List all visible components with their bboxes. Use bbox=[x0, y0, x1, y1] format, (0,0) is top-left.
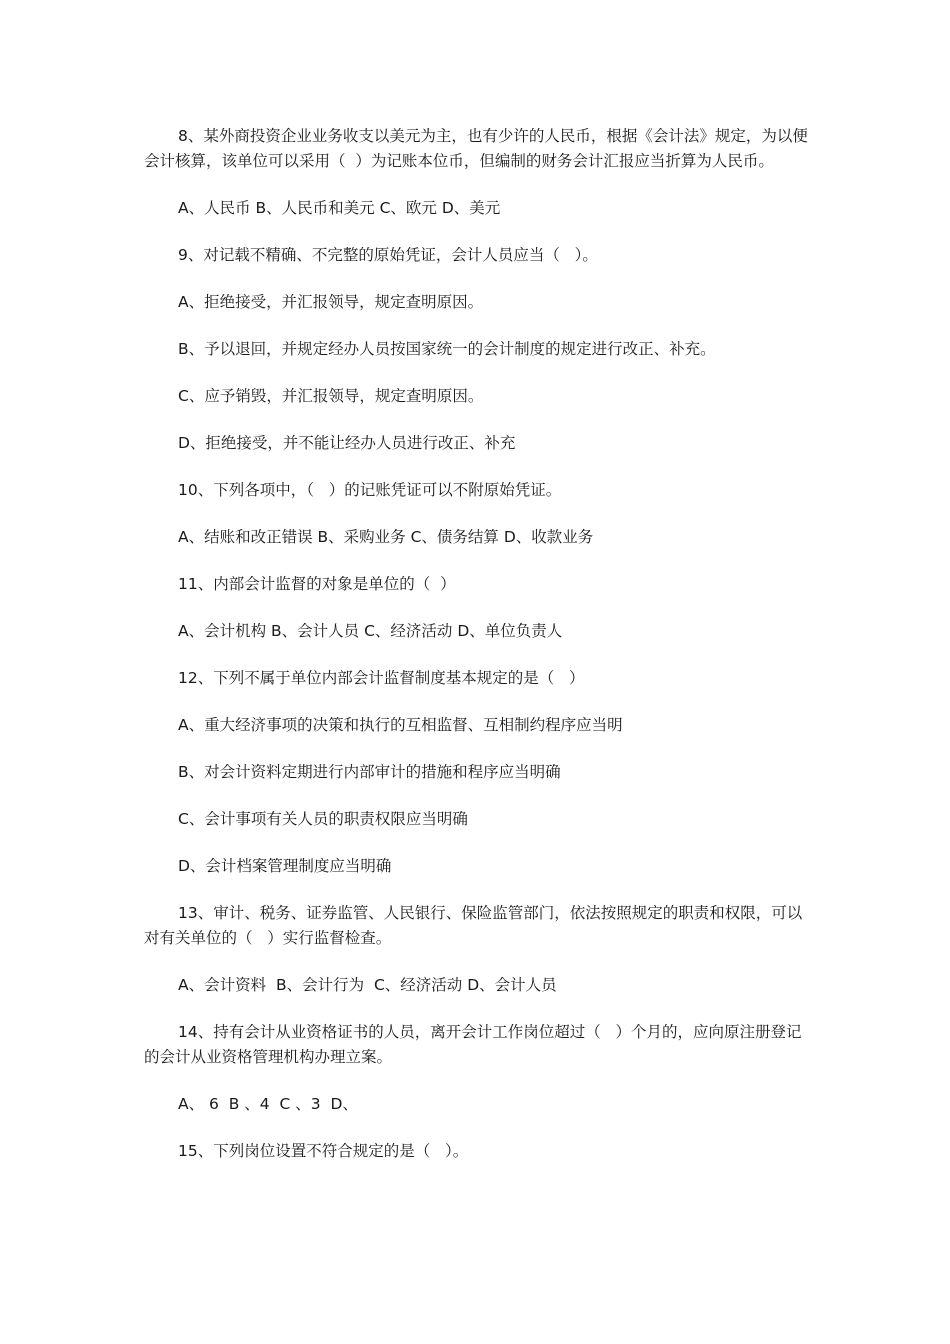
question-12-option-d: D、会计档案管理制度应当明确 bbox=[178, 857, 392, 875]
question-11-options: A、会计机构 B、会计人员 C、经济活动 D、单位负责人 bbox=[178, 622, 563, 640]
question-9-option-a: A、拒绝接受，并汇报领导，规定查明原因。 bbox=[178, 293, 484, 311]
document-body bbox=[144, 124, 812, 1186]
question-14: 14、持有会计从业资格证书的人员，离开会计工作岗位超过（ ）个月的，应向原注册登记的会计从业资格管理机构办理立案。 bbox=[144, 1023, 802, 1066]
question-12-option-a: A、重大经济事项的决策和执行的互相监督、互相制约程序应当明 bbox=[178, 716, 623, 734]
question-12-option-b: B、对会计资料定期进行内部审计的措施和程序应当明确 bbox=[178, 763, 561, 781]
question-8: 8、某外商投资企业业务收支以美元为主，也有少许的人民币，根据《会计法》规定，为以便会计核算，该单位可以采用（ ）为记账本位币，但编制的财务会计汇报应当折算为人民币。 bbox=[144, 127, 808, 170]
question-9: 9、对记载不精确、不完整的原始凭证，会计人员应当（ ）。 bbox=[178, 246, 598, 264]
question-14-options: A、 6 B 、4 C 、3 D、 bbox=[178, 1095, 358, 1113]
question-9-option-b: B、予以退回，并规定经办人员按国家统一的会计制度的规定进行改正、补充。 bbox=[178, 340, 716, 358]
question-15: 15、下列岗位设置不符合规定的是（ ）。 bbox=[178, 1142, 469, 1160]
question-10-options: A、结账和改正错误 B、采购业务 C、债务结算 D、收款业务 bbox=[178, 528, 594, 546]
question-8-options: A、人民币 B、人民币和美元 C、欧元 D、美元 bbox=[178, 199, 501, 217]
question-13: 13、审计、税务、证券监管、人民银行、保险监管部门，依法按照规定的职责和权限，可以对有关单位的（ ）实行监督检查。 bbox=[144, 904, 803, 947]
question-12-option-c: C、会计事项有关人员的职责权限应当明确 bbox=[178, 810, 468, 828]
question-9-option-d: D、拒绝接受，并不能让经办人员进行改正、补充 bbox=[178, 434, 516, 452]
question-11: 11、内部会计监督的对象是单位的（ ） bbox=[178, 575, 456, 593]
question-9-option-c: C、应予销毁，并汇报领导，规定查明原因。 bbox=[178, 387, 484, 405]
question-10: 10、下列各项中，（ ）的记账凭证可以不附原始凭证。 bbox=[178, 481, 562, 499]
question-13-options: A、会计资料 B、会计行为 C、经济活动 D、会计人员 bbox=[178, 976, 557, 994]
question-12: 12、下列不属于单位内部会计监督制度基本规定的是（ ） bbox=[178, 669, 585, 687]
